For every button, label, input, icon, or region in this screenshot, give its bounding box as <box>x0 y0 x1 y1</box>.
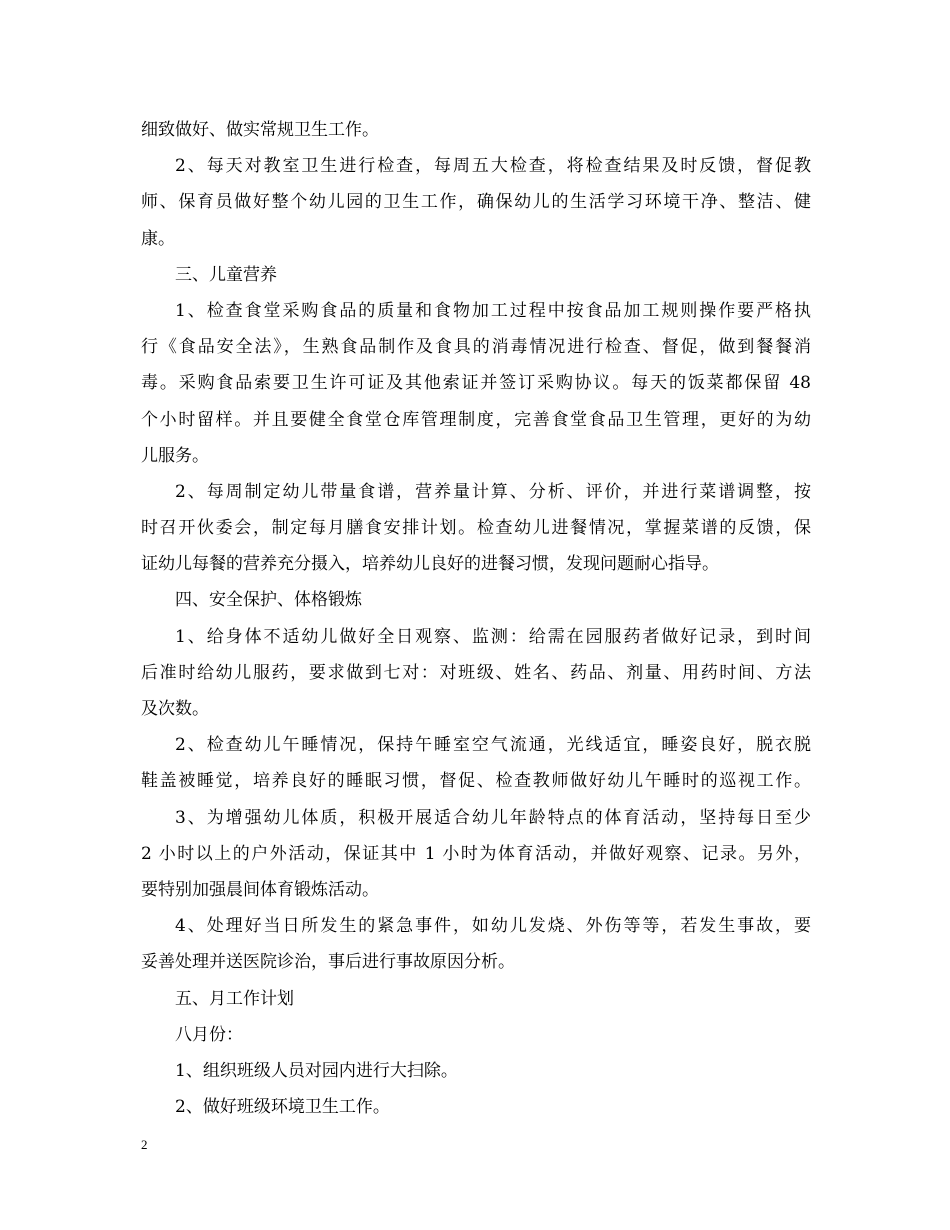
section-heading: 五、月工作计划 <box>175 988 294 1009</box>
page-number: 2 <box>141 1137 148 1152</box>
text-line: 1、组织班级人员对园内进行大扫除。 <box>175 1060 458 1081</box>
text-line: 鞋盖被睡觉，培养良好的睡眠习惯，督促、检查教师做好幼儿午睡时的巡视工作。 <box>141 771 811 792</box>
text-line: 八月份： <box>175 1024 243 1045</box>
section-heading: 三、儿童营养 <box>175 264 277 285</box>
text-line: 3、为增强幼儿体质，积极开展适合幼儿年龄特点的体育活动，坚持每日至少 <box>175 807 811 828</box>
text-line: 康。 <box>141 228 175 249</box>
text-line: 师、保育员做好整个幼儿园的卫生工作，确保幼儿的生活学习环境干净、整洁、健 <box>141 192 811 213</box>
text-line: 2、做好班级环境卫生工作。 <box>175 1097 390 1118</box>
text-line: 行《食品安全法》，生熟食品制作及食具的消毒情况进行检查、督促，做到餐餐消 <box>141 337 811 358</box>
text-line: 2、每天对教室卫生进行检查，每周五大检查，将检查结果及时反馈，督促教 <box>175 156 811 177</box>
text-line: 儿服务。 <box>141 445 209 466</box>
text-line: 2、检查幼儿午睡情况，保持午睡室空气流通，光线适宜，睡姿良好，脱衣脱 <box>175 735 811 756</box>
text-line: 2 小时以上的户外活动，保证其中 1 小时为体育活动，并做好观察、记录。另外， <box>141 843 811 864</box>
text-line: 后准时给幼儿服药，要求做到七对：对班级、姓名、药品、剂量、用药时间、方法 <box>141 662 811 683</box>
text-line: 4、处理好当日所发生的紧急事件，如幼儿发烧、外伤等等，若发生事故，要 <box>175 916 811 937</box>
text-line: 要特别加强晨间体育锻炼活动。 <box>141 879 379 900</box>
text-line: 1、检查食堂采购食品的质量和食物加工过程中按食品加工规则操作要严格执 <box>175 300 811 321</box>
text-line: 细致做好、做实常规卫生工作。 <box>141 120 379 140</box>
text-line: 个小时留样。并且要健全食堂仓库管理制度，完善食堂食品卫生管理，更好的为幼 <box>141 409 811 430</box>
section-heading: 四、安全保护、体格锻炼 <box>175 590 362 611</box>
body-text <box>141 112 811 1125</box>
text-line: 毒。采购食品索要卫生许可证及其他索证并签订采购协议。每天的饭菜都保留 48 <box>141 373 811 394</box>
text-line: 时召开伙委会，制定每月膳食安排计划。检查幼儿进餐情况，掌握菜谱的反馈，保 <box>141 518 811 539</box>
text-line: 妥善处理并送医院诊治，事后进行事故原因分析。 <box>141 952 515 973</box>
text-line: 及次数。 <box>141 699 209 719</box>
text-line: 2、每周制定幼儿带量食谱，营养量计算、分析、评价，并进行菜谱调整，按 <box>175 481 811 502</box>
text-line: 1、给身体不适幼儿做好全日观察、监测：给需在园服药者做好记录，到时间 <box>175 626 811 647</box>
text-line: 证幼儿每餐的营养充分摄入，培养幼儿良好的进餐习惯，发现问题耐心指导。 <box>141 554 719 575</box>
